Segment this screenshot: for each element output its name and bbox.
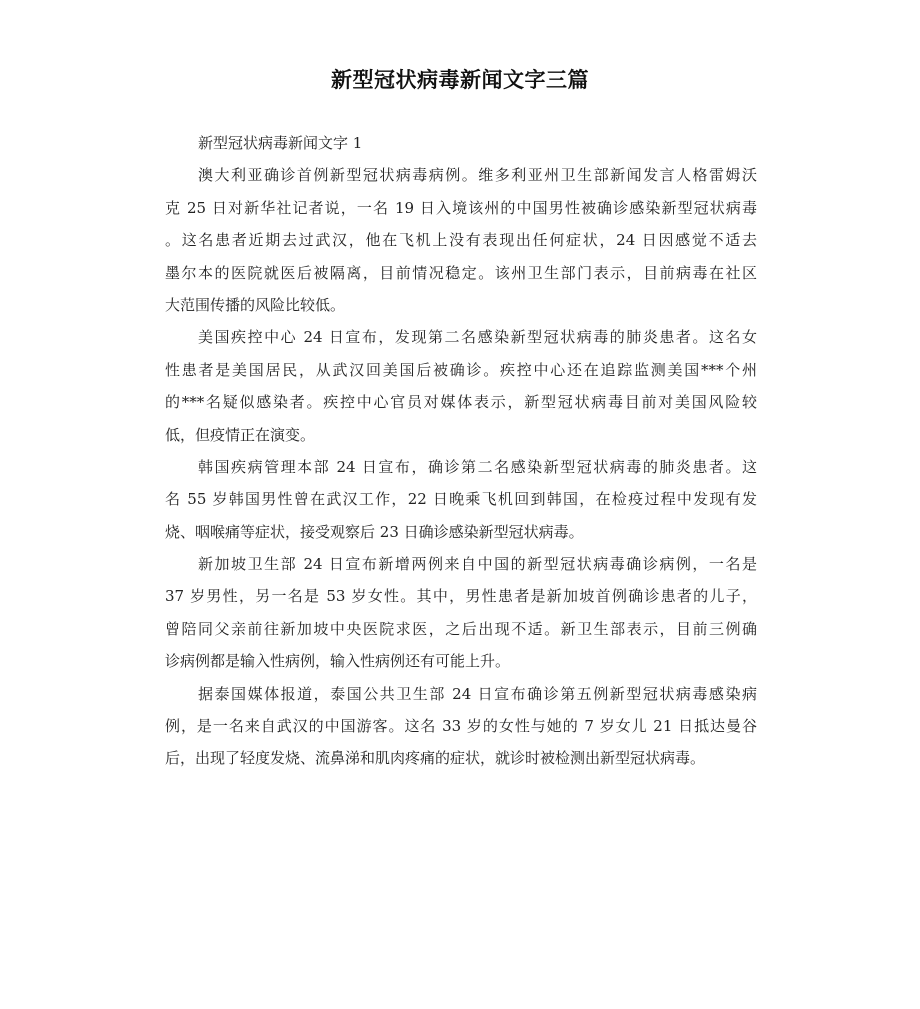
paragraph-line: 低，但疫情正在演变。: [165, 425, 316, 444]
paragraph-line: 克 25 日对新华社记者说，一名 19 日入境该州的中国男性被确诊感染新型冠状病毒: [165, 198, 757, 217]
paragraph-korea: [165, 451, 757, 548]
paragraph-line: 37 岁男性，另一名是 53 岁女性。其中，男性患者是新加坡首例确诊患者的儿子，: [165, 587, 757, 606]
document-title: 新型冠状病毒新闻文字三篇: [331, 68, 589, 92]
paragraph-line: 墨尔本的医院就医后被隔离，目前情况稳定。该州卫生部门表示，目前病毒在社区: [165, 263, 757, 282]
paragraph-line: 大范围传播的风险比较低。: [165, 295, 346, 314]
paragraph-line: 诊病例都是输入性病例，输入性病例还有可能上升。: [165, 652, 511, 671]
section-subtitle: 新型冠状病毒新闻文字 1: [198, 134, 363, 152]
paragraph-line: 美国疾控中心 24 日宣布，发现第二名感染新型冠状病毒的肺炎患者。这名女: [198, 328, 757, 347]
paragraph-line: 韩国疾病管理本部 24 日宣布，确诊第二名感染新型冠状病毒的肺炎患者。这: [198, 457, 757, 476]
paragraph-australia: [165, 159, 757, 321]
document-body: [165, 127, 757, 775]
paragraph-line: 。这名患者近期去过武汉，他在飞机上没有表现出任何症状，24 日因感觉不适去: [165, 231, 757, 250]
paragraph-line: 名 55 岁韩国男性曾在武汉工作，22 日晚乘飞机回到韩国，在检疫过程中发现有发: [165, 490, 757, 509]
paragraph-singapore: [165, 548, 757, 678]
paragraph-line: 澳大利亚确诊首例新型冠状病毒病例。维多利亚州卫生部新闻发言人格雷姆沃: [198, 166, 757, 185]
paragraph-line: 例，是一名来自武汉的中国游客。这名 33 岁的女性与她的 7 岁女儿 21 日抵达曼谷: [165, 717, 757, 736]
paragraph-line: 曾陪同父亲前往新加坡中央医院求医，之后出现不适。新卫生部表示，目前三例确: [165, 619, 757, 638]
paragraph-line: 性患者是美国居民，从武汉回美国后被确诊。疾控中心还在追踪监测美国***个州: [165, 360, 757, 379]
paragraph-usa: [165, 321, 757, 451]
paragraph-line: 据泰国媒体报道，泰国公共卫生部 24 日宣布确诊第五例新型冠状病毒感染病: [198, 684, 757, 703]
paragraph-line: 新加坡卫生部 24 日宣布新增两例来自中国的新型冠状病毒确诊病例，一名是: [198, 555, 757, 574]
paragraph-thailand: [165, 678, 757, 775]
paragraph-line: 后，出现了轻度发烧、流鼻涕和肌肉疼痛的症状，就诊时被检测出新型冠状病毒。: [165, 749, 706, 768]
paragraph-line: 的***名疑似感染者。疾控中心官员对媒体表示，新型冠状病毒目前对美国风险较: [165, 393, 757, 412]
paragraph-line: 烧、咽喉痛等症状，接受观察后 23 日确诊感染新型冠状病毒。: [165, 522, 584, 541]
